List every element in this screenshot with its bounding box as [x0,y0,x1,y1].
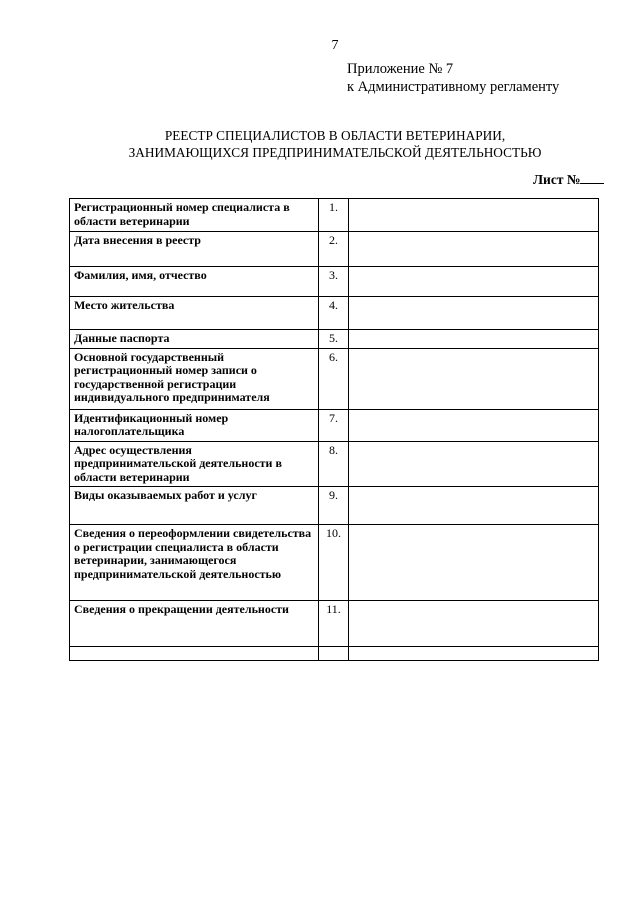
page-number: 7 [331,38,339,53]
row-number: 6. [319,348,349,409]
document-title [70,127,600,161]
table-row [70,525,599,601]
table-row [70,441,599,487]
row-value [349,647,599,661]
row-label: Сведения о прекращении деятельности [70,601,319,647]
appendix-heading [347,60,559,96]
row-number: 5. [319,330,349,349]
row-number: 4. [319,297,349,330]
row-value [349,601,599,647]
table-row [70,348,599,409]
row-label [70,647,319,661]
row-number: 1. [319,199,349,232]
row-value [349,297,599,330]
row-label: Сведения о переоформлении свидетельства о регистрации специалиста в области ветеринарии, занимающегося предпринимательской деятельностью [70,525,319,601]
table-row [70,409,599,441]
row-number: 2. [319,232,349,267]
row-value [349,525,599,601]
table-row [70,199,599,232]
document-title-line-1: РЕЕСТР СПЕЦИАЛИСТОВ В ОБЛАСТИ ВЕТЕРИНАРИИ, [164,128,506,143]
sheet-number-blank [580,171,604,184]
row-number [319,647,349,661]
row-value [349,441,599,487]
appendix-regulation-line: к Административному регламенту [347,79,560,95]
registry-table [69,198,599,661]
row-label: Виды оказываемых работ и услуг [70,487,319,525]
row-value [349,267,599,297]
sheet-label: Лист № [533,172,581,187]
table-row [70,487,599,525]
row-label: Идентификационный номер налогоплательщика [70,409,319,441]
row-label: Фамилия, имя, отчество [70,267,319,297]
table-row [70,330,599,349]
row-value [349,330,599,349]
row-number: 3. [319,267,349,297]
table-row [70,267,599,297]
row-label: Место жительства [70,297,319,330]
row-number: 9. [319,487,349,525]
row-number: 11. [319,601,349,647]
row-label: Данные паспорта [70,330,319,349]
table-row [70,647,599,661]
row-value [349,409,599,441]
row-label: Адрес осуществления предпринимательской деятельности в области ветеринарии [70,441,319,487]
table-row [70,232,599,267]
row-number: 7. [319,409,349,441]
row-value [349,348,599,409]
appendix-number-line: Приложение № 7 [347,61,454,77]
row-label: Основной государственный регистрационный номер записи о государственной регистрации индивидуального предпринимателя [70,348,319,409]
row-value [349,199,599,232]
row-label: Дата внесения в реестр [70,232,319,267]
sheet-number-field [533,171,604,188]
row-label: Регистрационный номер специалиста в области ветеринарии [70,199,319,232]
row-value [349,232,599,267]
table-row [70,297,599,330]
row-number: 8. [319,441,349,487]
table-row [70,601,599,647]
document-title-line-2: ЗАНИМАЮЩИХСЯ ПРЕДПРИНИМАТЕЛЬСКОЙ ДЕЯТЕЛЬНОСТЬЮ [128,145,542,160]
row-number: 10. [319,525,349,601]
row-value [349,487,599,525]
